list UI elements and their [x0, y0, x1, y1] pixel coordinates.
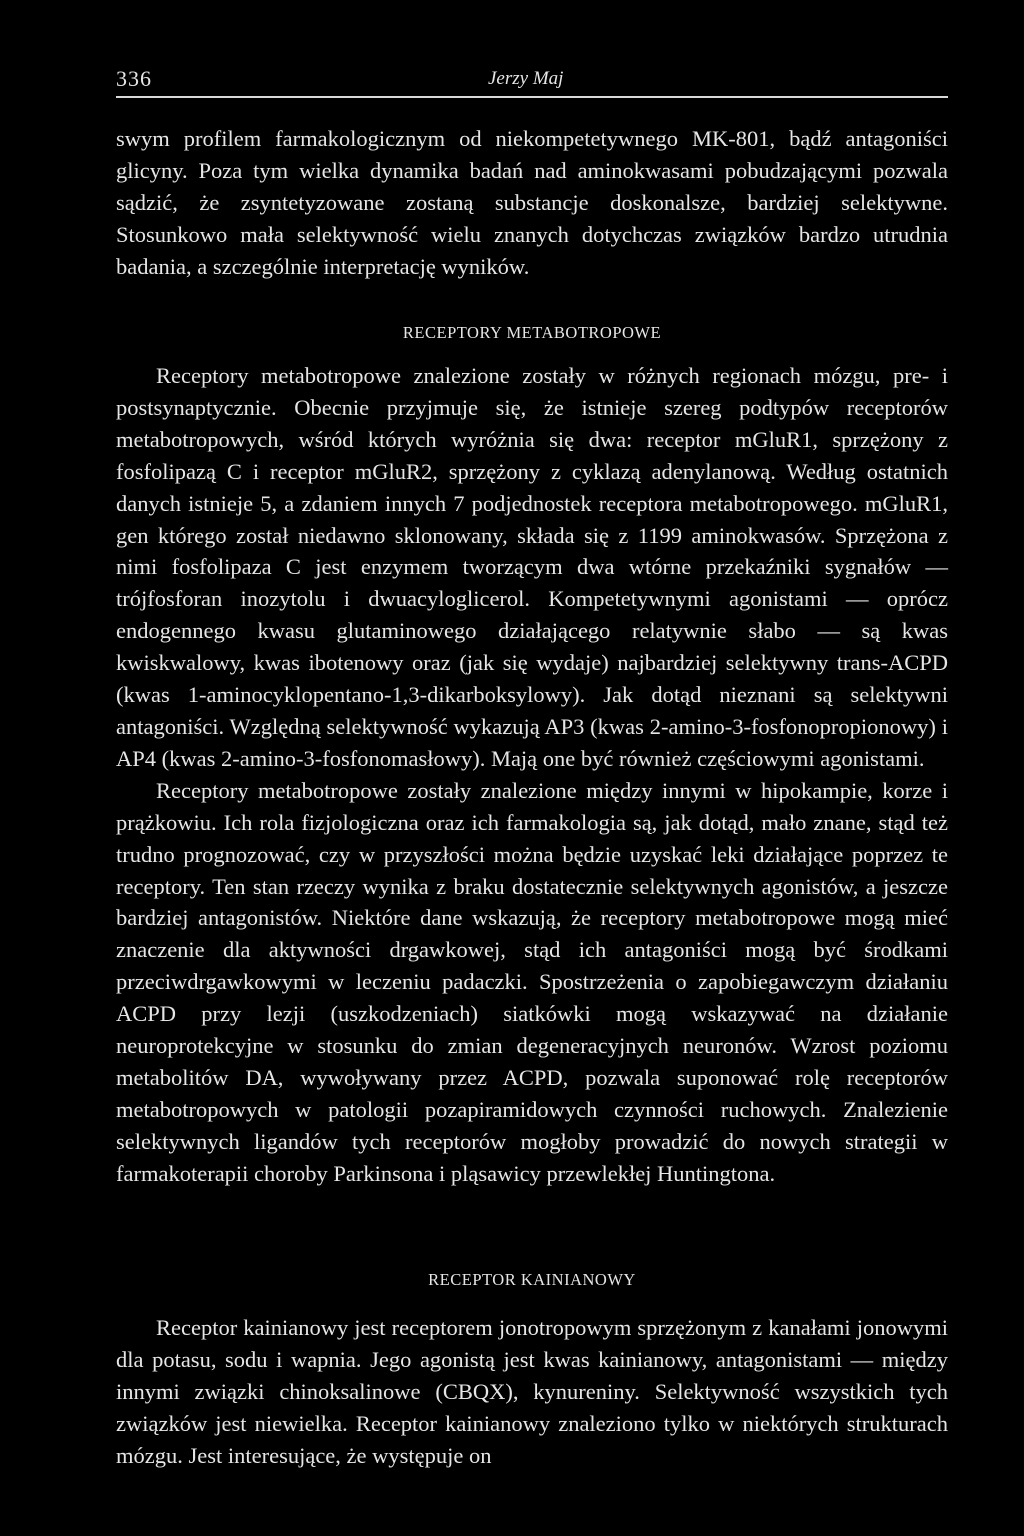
section-heading-metabotropic: RECEPTORY METABOTROPOWE — [402, 323, 662, 342]
page-number: 336 — [116, 66, 152, 91]
running-head-author: Jerzy Maj — [488, 68, 564, 89]
metabotropic-paragraph-1: Receptory metabotropowe znalezione zostały w różnych regionach mózgu, pre- i postsynaptycznie. Obecnie przyjmuje się, że istnieje szereg podtypów receptorów metabotropowych, wśród których wyróżnia się dwa: receptor mGluR1, sprzężony z fosfolipazą C i receptor mGluR2, sprzężony z cyklazą adenylanową. Według ostatnich danych istnieje 5, a zdaniem innych 7 podjednostek receptora metabotropowego. mGluR1, gen którego został niedawno sklonowany, składa się z 1199 aminokwasów. Sprzężona z nimi fosfolipaza C jest enzymem tworzącym dwa wtórne przekaźniki sygnałów — trójfosforan inozytolu i dwuacyloglicerol. Kompetetywnymi agonistami — oprócz endogennego kwasu glutaminowego działającego relatywnie słabo — są kwas kwiskwalowy, kwas ibotenowy oraz (jak się wydaje) najbardziej selektywny trans-ACPD (kwas 1-aminocyklopentano-1,3-dikarboksylowy). Jak dotąd nieznani są selektywni antagoniści. Względną selektywność wykazują AP3 (kwas 2-amino-3-fosfonopropionowy) i AP4 (kwas 2-amino-3-fosfonomasłowy). Mają one być również częściowymi agonistami. — [116, 363, 948, 771]
intro-paragraph: swym profilem farmakologicznym od niekompetetywnego MK-801, bądź antagoniści glicyny. Poza tym wielka dynamika badań nad aminokwasami pobudzającymi pozwala sądzić, że zsyntetyzowane zostaną substancje doskonalsze, bardziej selektywne. Stosunkowo mała selektywność wielu znanych dotychczas związków bardzo utrudnia badania, a szczególnie interpretację wyników. — [116, 126, 948, 279]
metabotropic-text-block — [116, 360, 948, 1190]
page-header — [116, 66, 948, 98]
intro-text-block — [116, 123, 948, 283]
kainate-paragraph-1: Receptor kainianowy jest receptorem jonotropowym sprzężonym z kanałami jonowymi dla potasu, sodu i wapnia. Jego agonistą jest kwas kainianowy, antagonistami — między innymi związki chinoksalinowe (CBQX), kynureniny. Selektywność wszystkich tych związków jest niewielka. Receptor kainianowy znaleziono tylko w niektórych strukturach mózgu. Jest interesujące, że występuje on — [116, 1315, 948, 1468]
section-heading-kainate: RECEPTOR KAINIANOWY — [428, 1270, 636, 1289]
metabotropic-paragraph-2: Receptory metabotropowe zostały znalezione między innymi w hipokampie, korze i prążkowiu. Ich rola fizjologiczna oraz ich farmakologia są, jak dotąd, mało znane, stąd też trudno prognozować, czy w przyszłości można będzie uzyskać leki działające poprzez te receptory. Ten stan rzeczy wynika z braku dostatecznie selektywnych agonistów, a jeszcze bardziej antagonistów. Niektóre dane wskazują, że receptory metabotropowe mogą mieć znaczenie dla aktywności drgawkowej, stąd ich antagoniści mogą być środkami przeciwdrgawkowymi w leczeniu padaczki. Spostrzeżenia o zapobiegawczym działaniu ACPD przy lezji (uszkodzeniach) siatkówki mogą wskazywać na działanie neuroprotekcyjne w stosunku do zmian degeneracyjnych neuronów. Wzrost poziomu metabolitów DA, wywoływany przez ACPD, pozwala suponować rolę receptorów metabotropowych w patologii pozapiramidowych czynności ruchowych. Znalezienie selektywnych ligandów tych receptorów mogłoby prowadzić do nowych strategii w farmakoterapii choroby Parkinsona i pląsawicy przewlekłej Huntingtona. — [116, 777, 948, 1186]
kainate-text-block — [116, 1312, 948, 1472]
